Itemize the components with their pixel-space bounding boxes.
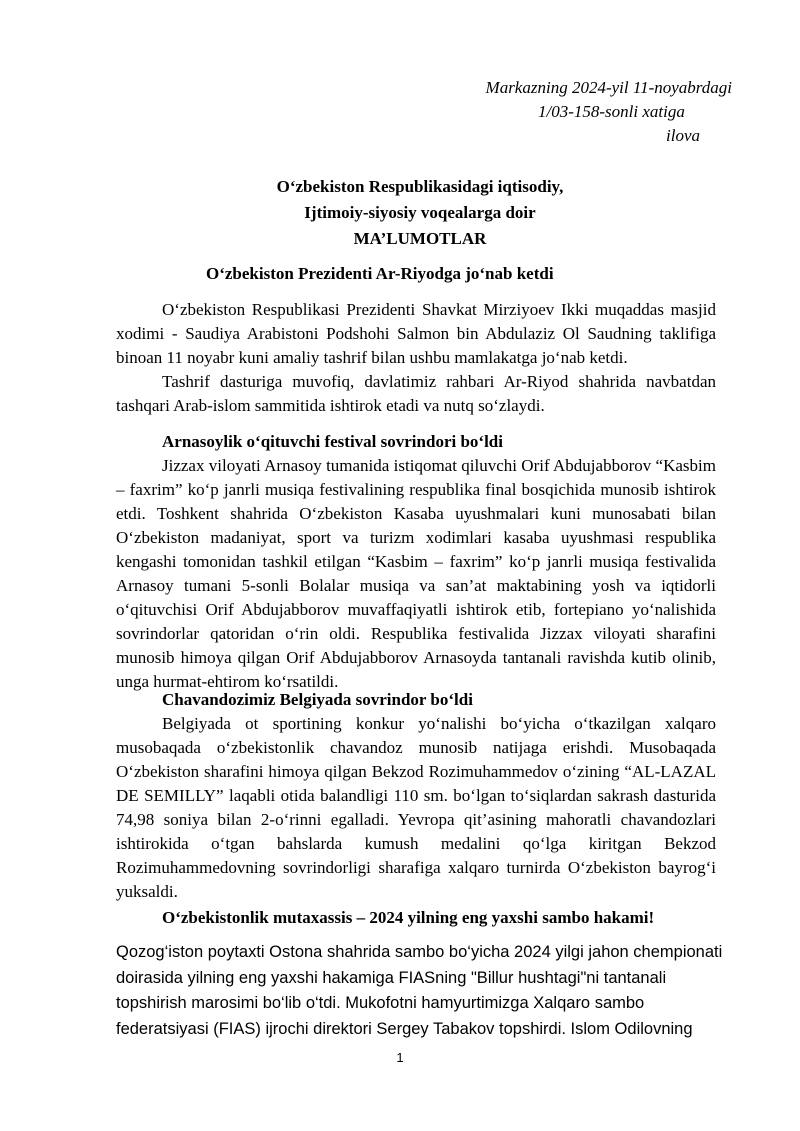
title-line-2: Ijtimoiy-siyosiy voqealarga doir [304, 203, 536, 222]
article4-line-1: Qozog‘iston poytaxti Ostona shahrida sambo bo‘yicha 2024 yilgi jahon chempionati [116, 943, 723, 961]
article4-heading: O‘zbekistonlik mutaxassis – 2024 yilning eng yaxshi sambo hakami! [162, 908, 655, 927]
reference-line-2: 1/03-158-sonli xatiga [538, 102, 685, 121]
title-line-1: O‘zbekiston Respublikasidagi iqtisodiy, [276, 177, 564, 196]
reference-note [380, 76, 732, 148]
page-number: 1 [396, 1050, 404, 1065]
article2-heading: Arnasoylik o‘qituvchi festival sovrindori bo‘ldi [162, 432, 503, 451]
article1-body [116, 298, 716, 418]
article2-paragraph-1: Jizzax viloyati Arnasoy tumanida istiqomat qiluvchi Orif Abdujabborov “Kasbim – faxrim” ko‘p janrli musiqa festivalining respublika final bosqichida munosib ishtirok etdi. Toshkent shahrida O‘zbekiston Kasaba uyushmalari kuni munosabati bilan O‘zbekiston madaniyat, sport va turizm xodimlari kasaba uyushmasi respublika kengashi tomonidan tashkil etilgan “Kasbim – faxrim” ko‘p janrli musiqa festivalida Arnasoy tumani 5-sonli Bolalar musiqa va san’at maktabining yosh va iqtidorli o‘qituvchisi Orif Abdujabborov muvaffaqiyatli ishtirok etib, fortepiano yo‘nalishida sovrindorlar qatoridan o‘rin oldi. Respublika festivalida Jizzax viloyati sharafini munosib himoya qilgan Orif Abdujabborov Arnasoyda tantanali ravishda kutib olinib, unga hurmat-ehtirom ko‘rsatildi. [116, 456, 716, 691]
title-line-3: MA’LUMOTLAR [353, 229, 487, 248]
article1-paragraph-1: O‘zbekiston Respublikasi Prezidenti Shavkat Mirziyoev Ikki muqaddas masjid xodimi - Saudiya Arabistoni Podshohi Salmon bin Abdulaziz Ol Saudning taklifiga binoan 11 noyabr kuni amaliy tashrif bilan ushbu mamlakatga jo‘nab ketdi. [116, 300, 716, 367]
reference-line-3: ilova [666, 126, 700, 145]
article3-body [116, 712, 716, 904]
article1-heading: O‘zbekiston Prezidenti Ar-Riyodga jo‘nab ketdi [206, 264, 554, 283]
article2-body [116, 454, 716, 694]
document-title [160, 174, 680, 252]
reference-line-1: Markazning 2024-yil 11-noyabrdagi [485, 78, 732, 97]
article3-heading: Chavandozimiz Belgiyada sovrindor bo‘ldi [162, 690, 473, 709]
article4-line-2: doirasida yilning eng yaxshi hakamiga FIASning "Billur hushtagi"ni tantanali [116, 968, 667, 987]
article4-line-4: federatsiyasi (FIAS) ijrochi direktori Sergey Tabakov topshirdi. Islom Odilovning [116, 1019, 693, 1038]
article4-line-3: topshirish marosimi bo‘lib o‘tdi. Mukofotni hamyurtimizga Xalqaro sambo [116, 994, 645, 1012]
article4-body [116, 940, 736, 1042]
article1-paragraph-2: Tashrif dasturiga muvofiq, davlatimiz rahbari Ar-Riyod shahrida navbatdan tashqari Arab-islom sammitida ishtirok etadi va nutq so‘zlaydi. [116, 372, 716, 415]
article3-paragraph-1: Belgiyada ot sportining konkur yo‘nalishi bo‘yicha o‘tkazilgan xalqaro musobaqada o‘zbekistonlik chavandoz munosib natijaga erishdi. Musobaqada O‘zbekiston sharafini himoya qilgan Bekzod Rozimuhammedov o‘zining “AL-LAZAL DE SEMILLY” laqabli otida balandligi 110 sm. bo‘lgan to‘siqlardan sakrash dasturida 74,98 soniya bilan 2-o‘rinni egalladi. Yevropa qit’asining mahoratli chavandozlari ishtirokida o‘tgan bahslarda kumush medalini qo‘lga kiritgan Bekzod Rozimuhammedovning sovrindorligi sharafiga xalqaro turnirda O‘zbekiston bayrog‘i yuksaldi. [116, 714, 716, 901]
